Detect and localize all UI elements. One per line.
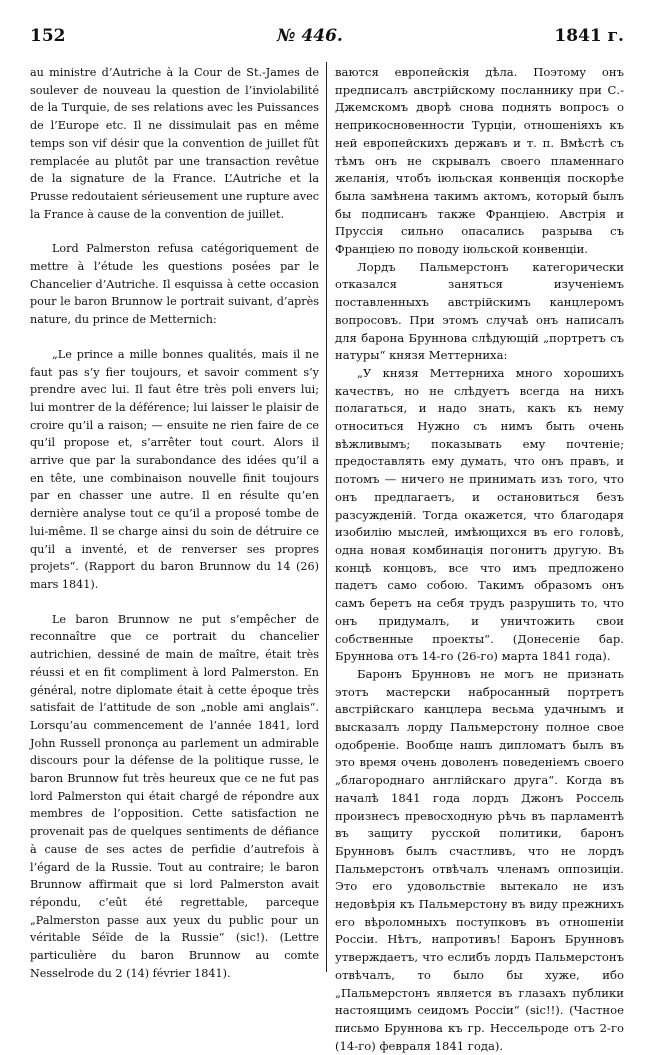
french-column bbox=[30, 64, 326, 1055]
page-number: 152 bbox=[30, 26, 66, 46]
two-column-body bbox=[30, 64, 624, 1055]
french-paragraph-4: Le baron Brunnow ne put s’empêcher de reconnaître que ce portrait du chancelier autrichien, dessiné de main de maître, était très réussi et en fit compliment à lord Palmerston. En général, notre diplomate était à cette époque très satisfait de l’attitude de son „noble ami anglais“. Lorsqu’au commencement de l’année 1841, lord John Russell prononça au parlement un admirable discours pour la défense de la politique russe, le baron Brunnow fut très heureux que ce ne fut pas lord Palmerston qui était chargé de répondre aux membres de l’opposition. Cette satisfaction ne provenait pas de quelques sentiments de défiance à cause de ses actes de perfidie d’autrefois à l’égard de la Russie. Tout au contraire; le baron Brunnow affirmait que si lord Palmerston avait répondu, c’eût été regrettable, parceque „Palmerston passe aux yeux du public pour un véritable Séïde de la Russie“ (sic!). (Lettre particulière du baron Brunnow au comte Nesselrode du 2 (14) février 1841). bbox=[30, 612, 319, 980]
year-label: 1841 г. bbox=[554, 26, 624, 46]
french-paragraph-2: Lord Palmerston refusa catégoriquement de mettre à l’étude les questions posées par le Chancelier d’Autriche. Il esquissa à cette occasion pour le baron Brunnow le portrait suivant, d’après nature, du prince de Metternich: bbox=[30, 242, 319, 327]
document-number: № 446. bbox=[277, 26, 343, 46]
russian-paragraph-2: Лордъ Пальмерстонъ категорически отказался заняться изученіемъ поставленныхъ австрійскимъ канцлеромъ вопросовъ. При этомъ случаѣ онъ написалъ для барона Бруннова слѣдующій „портретъ съ натуры“ князя Меттерниха: bbox=[335, 259, 624, 363]
page-header bbox=[30, 26, 624, 54]
russian-quote: „У князя Меттерниха много хорошихъ качествъ, но не слѣдуетъ всегда на нихъ полагаться, и надо знать, какъ къ нему относиться Нужно съ нимъ быть очень вѣжливымъ; показывать ему почтеніе; предоставлять ему думать, что онъ правъ, и потомъ — ничего не принимать изъ того, что онъ предлагаетъ, и остановиться безъ разсужденій. Тогда окажется, что благодаря изобилію мыслей, имѣющихся въ его головѣ, одна новая комбинація погонитъ другую. Въ концѣ концовъ, все что имъ предложено падетъ само собою. Такимъ образомъ онъ самъ беретъ на себя трудъ разрушить то, что онъ придумалъ, и уничтожить свои собственные проекты“. (Донесеніе бар. Бруннова отъ 14-го (26-го) марта 1841 года). bbox=[335, 365, 624, 664]
russian-paragraph-1: ваются европейскія дѣла. Поэтому онъ предписалъ австрійскому посланнику при С.-Джемскомъ дворѣ снова поднять вопросъ о неприкосновенности Турціи, отношеніяхъ къ ней европейскихъ державъ и т. п. Вмѣстѣ съ тѣмъ онъ не скрывалъ своего пламеннаго желанія, чтобъ іюльская конвенція поскорѣе была замѣнена такимъ актомъ, который былъ бы подписанъ также Франціею. Австрія и Пруссія сильно опасались разрыва съ Франціею по поводу іюльской конвенціи. bbox=[335, 65, 624, 257]
russian-column bbox=[327, 64, 624, 1055]
french-quote: „Le prince a mille bonnes qualités, mais il ne faut pas s’y fier toujours, et savoir comment s’y prendre avec lui. Il faut être très poli envers lui; lui montrer de la déférence; lui laisser le plaisir de croire qu’il a raison; — ensuite ne rien faire de ce qu’il propose et, s’arrêter tout court. Alors il arrive que par la surabondance des idées qu’il a en tête, une combinaison nouvelle finit toujours par en chasser une autre. Il en résulte qu’en dernière analyse tout ce qu’il a proposé tombe de lui-même. Il se charge ainsi du soin de détruire ce qu’il a inventé, et de renverser ses propres projets“. (Rapport du baron Brunnow du 14 (26) mars 1841). bbox=[30, 347, 319, 591]
french-paragraph-1: au ministre d’Autriche à la Cour de St.-James de soulever de nouveau la question de l’inviolabilité de la Turquie, de ses relations avec les Puissances de l’Europe etc. Il ne dissimulait pas en même temps son vif désir que la convention de juillet fût remplacée au plutôt par une transaction revêtue de la signature de la France. L’Autriche et la Prusse redoutaient sérieusement une rupture avec la France à cause de la convention de juillet. bbox=[30, 66, 319, 221]
russian-paragraph-4: Баронъ Брунновъ не могъ не признать этотъ мастерски набросанный портретъ австрійскаго канцлера весьма удачнымъ и высказалъ лорду Пальмерстону полное свое одобреніе. Вообще нашъ дипломатъ былъ въ это время очень доволенъ поведеніемъ своего „благороднаго англійскаго друга“. Когда въ началѣ 1841 года лордъ Джонъ Россель произнесъ превосходную рѣчь въ парламентѣ въ защиту русской политики, баронъ Брунновъ былъ счастливъ, что не лордъ Пальмерстонъ отвѣчалъ членамъ оппозиціи. Это его удовольствіе вытекало не изъ недовѣрія къ Пальмерстону въ виду прежнихъ его вѣроломныхъ поступковъ въ отношеніи Россіи. Нѣтъ, напротивъ! Баронъ Брунновъ утверждаетъ, что еслибъ лордъ Пальмерстонъ отвѣчалъ, то было бы хуже, ибо „Пальмерстонъ является въ глазахъ публики настоящимъ сеидомъ Россіи“ (sic!!). (Частное письмо Бруннова къ гр. Нессельроде отъ 2-го (14-го) февраля 1841 года). bbox=[335, 666, 624, 1053]
